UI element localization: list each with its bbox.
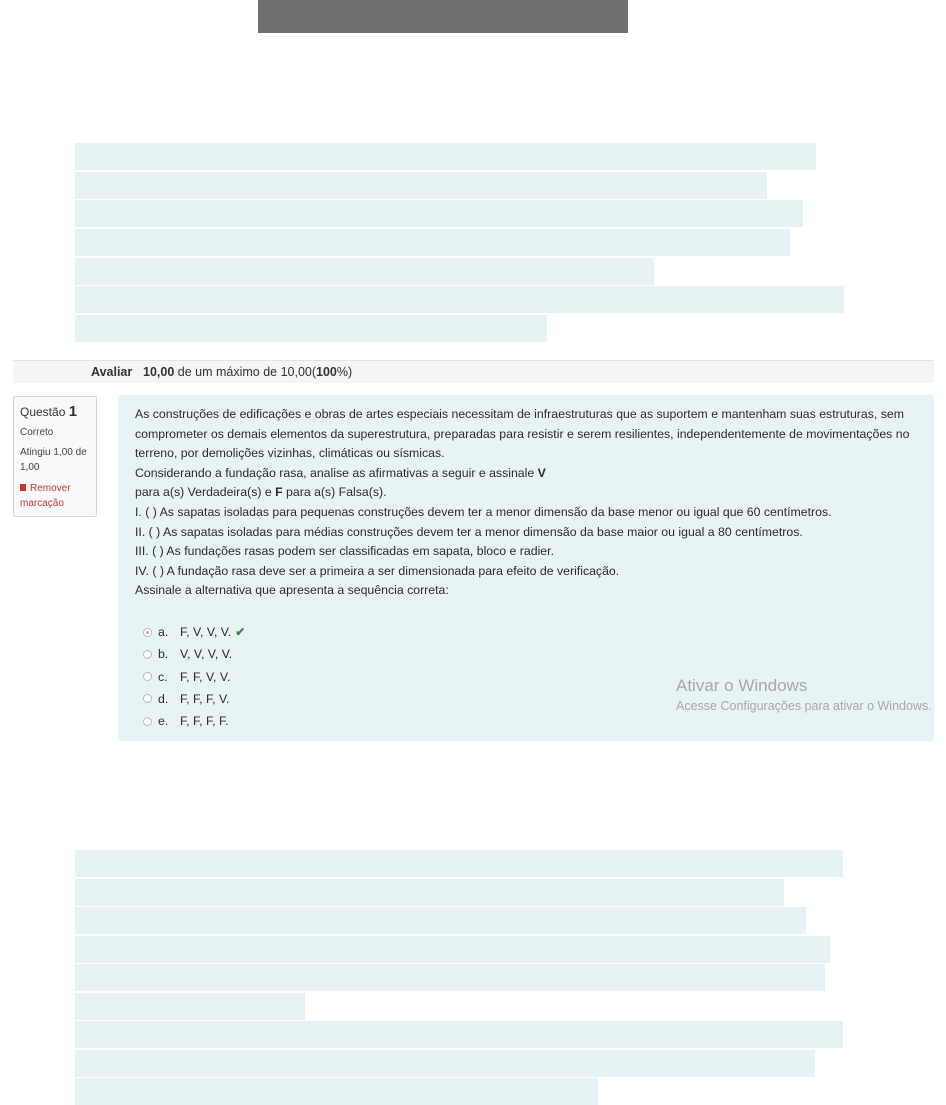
radio-c[interactable] — [143, 672, 152, 681]
question-number: Questão 1 — [20, 403, 78, 420]
radio-e[interactable] — [143, 717, 152, 726]
highlight-bar — [75, 143, 816, 170]
question-points: Atingiu 1,00 de 1,00 — [20, 447, 87, 473]
grade-label: Avaliar — [91, 365, 133, 379]
highlight-bar — [75, 1050, 815, 1077]
question-box — [118, 395, 934, 741]
question-intro: As construções de edificações e obras de artes especiais necessitam de infraestruturas que as suportem e mantenham suas estruturas, sem comprometer os demais elementos da superestrutura, preparadas para resistir e serem resilientes, independentemente de movimentações no terreno, por demolições vizinhas, climáticas ou sísmicas. — [135, 407, 910, 461]
highlight-bar — [75, 172, 767, 199]
highlight-bar — [75, 200, 803, 227]
statement-1: I. ( ) As sapatas isoladas para pequenas construções devem ter a menor dimensão da base menor ou igual que 60 centímetros. — [135, 504, 832, 519]
highlight-bar — [75, 258, 654, 285]
answer-option-c[interactable]: c. F, F, V, V. — [135, 666, 934, 688]
windows-watermark-subtitle: Acesse Configurações para ativar o Windows. — [676, 699, 932, 713]
grade-value: 10,00 de um máximo de 10,00(100%) — [143, 365, 353, 379]
highlight-bar — [75, 229, 790, 256]
highlight-bar — [75, 1021, 843, 1048]
grade-row — [13, 360, 934, 383]
highlight-bar — [75, 964, 825, 991]
answer-option-b[interactable]: b. V, V, V, V. — [135, 643, 934, 665]
highlight-bar — [75, 993, 305, 1020]
radio-d[interactable] — [143, 694, 152, 703]
answer-option-d[interactable]: d. F, F, F, V. — [135, 688, 934, 710]
check-icon: ✔ — [235, 624, 246, 639]
question-status: Correto — [20, 427, 54, 438]
highlight-bar — [75, 315, 547, 342]
radio-b[interactable] — [143, 650, 152, 659]
top-bar — [258, 0, 628, 33]
answer-option-a[interactable]: a. F, V, V, V. ✔ — [135, 621, 934, 643]
question-instruction-2: para a(s) Verdadeira(s) e F para a(s) Falsa(s). — [135, 485, 387, 500]
windows-watermark-title: Ativar o Windows — [676, 676, 808, 695]
statement-4: IV. ( ) A fundação rasa deve ser a primeira a ser dimensionada para efeito de verificação. — [135, 563, 620, 578]
remove-flag-link[interactable]: Remover marcação — [20, 483, 71, 509]
question-text — [135, 405, 925, 601]
highlight-bar — [75, 286, 844, 313]
statement-2: II. ( ) As sapatas isoladas para médias construções devem ter a menor dimensão da base maior ou igual a 80 centímetros. — [135, 524, 803, 539]
question-instruction: Considerando a fundação rasa, analise as afirmativas a seguir e assinale V — [135, 465, 546, 480]
highlight-bar — [75, 936, 830, 963]
highlight-bar — [75, 907, 806, 934]
answer-option-e[interactable]: e. F, F, F, F. — [135, 710, 934, 732]
statement-3: III. ( ) As fundações rasas podem ser classificadas em sapata, bloco e radier. — [135, 544, 554, 559]
flag-icon — [20, 484, 26, 491]
answer-list — [135, 621, 934, 732]
question-info — [13, 396, 97, 517]
highlight-bar — [75, 1078, 598, 1105]
highlight-bar — [75, 850, 843, 877]
radio-a[interactable] — [143, 628, 152, 637]
highlight-bar — [75, 879, 784, 906]
question-prompt: Assinale a alternativa que apresenta a sequência correta: — [135, 583, 449, 598]
